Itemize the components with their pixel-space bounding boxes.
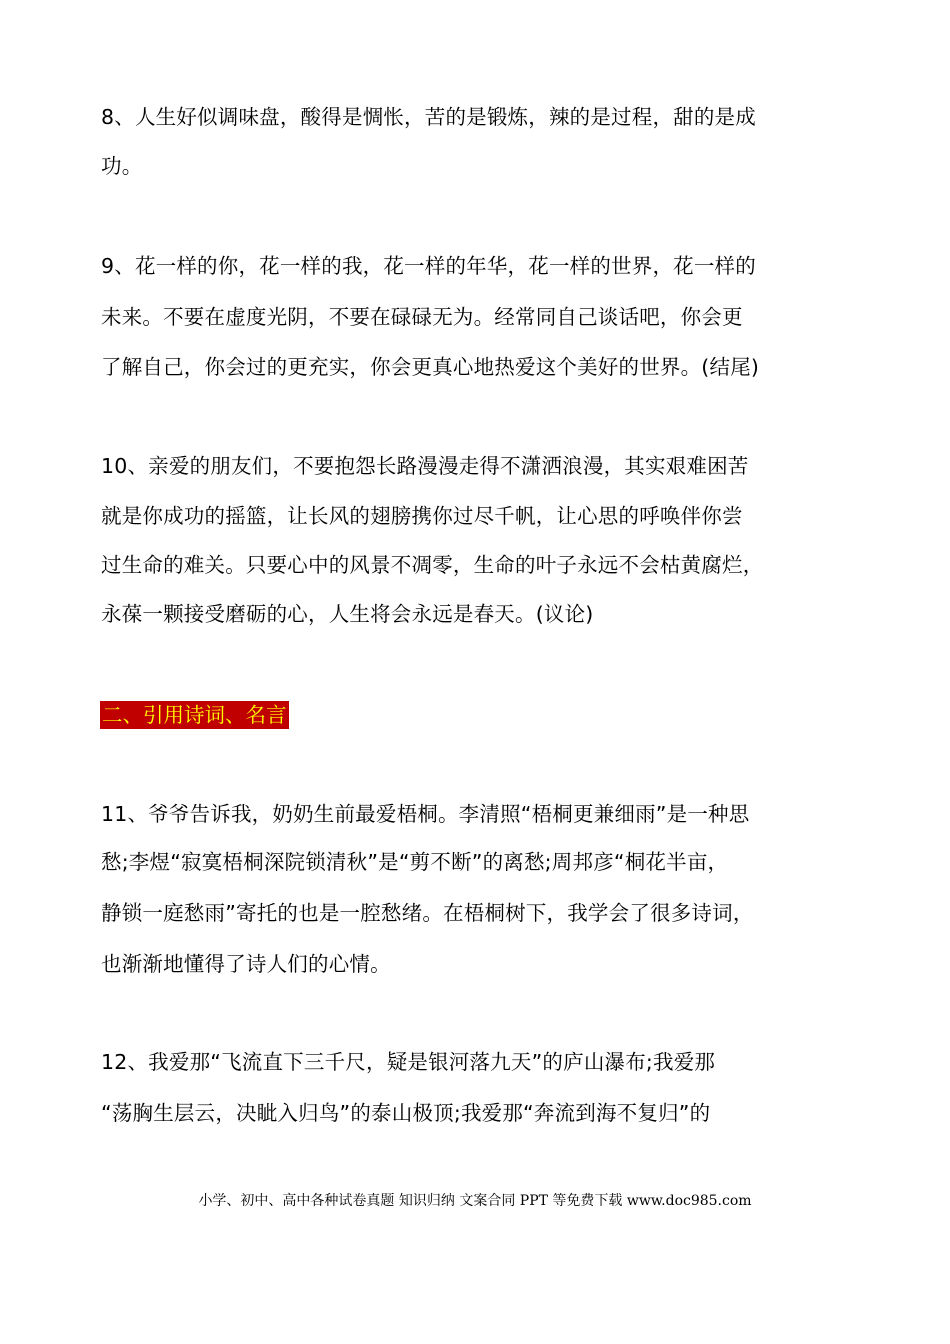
paragraph-10-line-1: 10、亲爱的朋友们，不要抱怨长路漫漫走得不潇洒浪漫，其实艰难困苦 <box>101 454 749 478</box>
paragraph-11-line-3: 静锁一庭愁雨”寄托的也是一腔愁绪。在梧桐树下，我学会了很多诗词， <box>101 901 754 925</box>
page-footer: 小学、初中、高中各种试卷真题 知识归纳 文案合同 PPT 等免费下载 www.doc985.com <box>198 1193 752 1209</box>
paragraph-12-line-1: 12、我爱那“飞流直下三千尺，疑是银河落九天”的庐山瀑布;我爱那 <box>101 1050 716 1074</box>
paragraph-11-line-1: 11、爷爷告诉我，奶奶生前最爱梧桐。李清照“梧桐更兼细雨”是一种思 <box>101 802 750 826</box>
paragraph-9-line-2: 未来。不要在虚度光阴，不要在碌碌无为。经常同自己谈话吧，你会更 <box>101 305 743 329</box>
paragraph-10-line-2: 就是你成功的摇篮，让长风的翅膀携你过尽千帆，让心思的呼唤伴你尝 <box>101 504 743 528</box>
section-heading: 二、引用诗词、名言 <box>102 703 287 727</box>
paragraph-10-line-4: 永葆一颗接受磨砺的心，人生将会永远是春天。(议论) <box>101 602 594 626</box>
paragraph-9-line-3: 了解自己，你会过的更充实，你会更真心地热爱这个美好的世界。(结尾) <box>101 355 760 379</box>
paragraph-9-line-1: 9、花一样的你，花一样的我，花一样的年华，花一样的世界，花一样的 <box>101 254 756 278</box>
paragraph-11-line-2: 愁;李煜“寂寞梧桐深院锁清秋”是“剪不断”的离愁;周邦彦“桐花半亩， <box>101 850 729 874</box>
paragraph-8-line-2: 功。 <box>101 154 143 178</box>
paragraph-10-line-3: 过生命的难关。只要心中的风景不凋零，生命的叶子永远不会枯黄腐烂， <box>101 553 764 577</box>
paragraph-8-line-1: 8、人生好似调味盘，酸得是惆怅，苦的是锻炼，辣的是过程，甜的是成 <box>101 105 756 129</box>
paragraph-12-line-2: “荡胸生层云，决眦入归鸟”的泰山极顶;我爱那“奔流到海不复归”的 <box>101 1101 711 1125</box>
paragraph-11-line-4: 也渐渐地懂得了诗人们的心情。 <box>101 952 391 976</box>
